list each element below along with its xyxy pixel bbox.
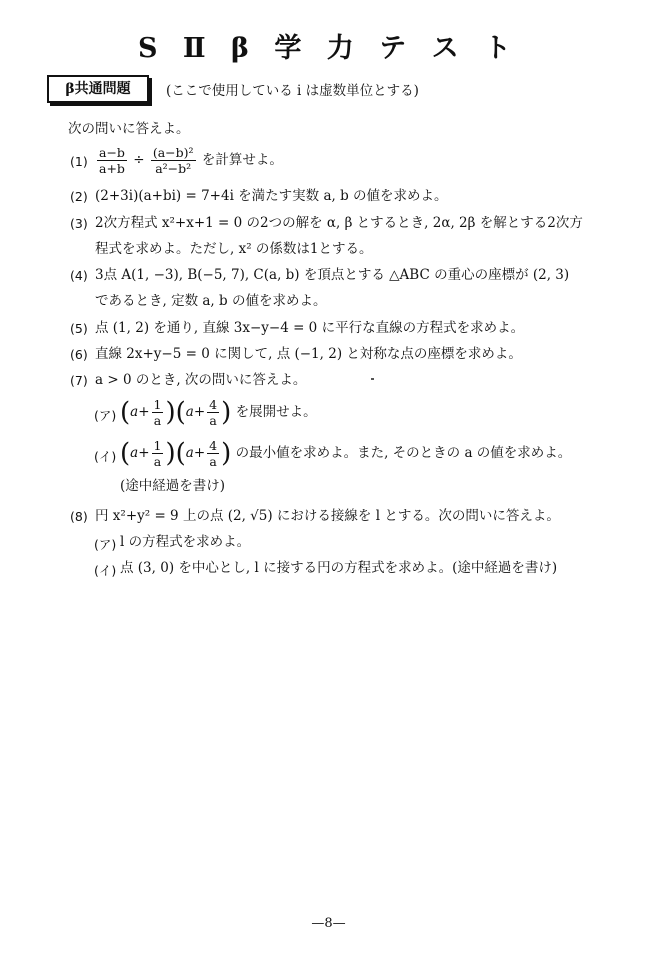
question-number: (7) [70,373,88,388]
denominator: a [153,413,162,428]
question-number: (1) [70,154,88,169]
question-7: a > 0 のとき, 次の問いに答えよ。 [95,372,307,388]
question-number: (5) [70,321,88,336]
variable: a [130,404,139,420]
fraction [152,438,164,469]
scan-speck [371,378,374,380]
question-number: (4) [70,268,88,283]
denominator: a [153,454,162,469]
section-note: (ここで使用している i は虚数単位とする) [166,83,419,99]
fraction [207,397,219,428]
question-1 [95,145,283,176]
question-2: (2+3i)(a+bi) = 7+4i を満たす実数 a, b の値を求めよ。 [95,188,448,204]
question-number: (2) [70,189,88,204]
sub-question-number: (ア) [94,537,117,552]
question-7b: (a+ $\frac{1}{a}$ )(a+ $\frac{4}{a}$ ) の最小値を求めよ。また, そのときの a の値を求めよ。 [120,438,572,469]
numerator: 4 [209,397,218,412]
fraction [152,397,164,428]
instructions: 次の問いに答えよ。 [68,121,190,137]
fraction [97,145,127,176]
denominator: a [209,413,217,428]
question-text: を計算せよ。 [201,152,283,168]
question-number: (6) [70,347,88,362]
denominator: a+b [99,161,125,176]
fraction [151,145,196,176]
question-3-line-1: 2次方程式 x²+x+1 = 0 の2つの解を α, β とするとき, 2α, 2β を解とする2次方 [95,215,583,231]
question-text: を展開せよ。 [235,404,317,420]
denominator: a [209,454,217,469]
question-3-line-2: 程式を求めよ。ただし, x² の係数は1とする。 [95,241,373,257]
numerator: 1 [153,438,162,453]
numerator: a−b [99,145,125,160]
variable: a [130,445,139,461]
variable: a [185,404,194,420]
sub-question-number: (イ) [94,563,117,578]
numerator: 1 [153,397,162,412]
question-8: 円 x²+y² = 9 上の点 (2, √5) における接線を l とする。次の問いに答えよ。 [95,508,560,524]
fraction [207,438,219,469]
numerator: 4 [209,438,218,453]
page-title: S Ⅱ β 学 力 テ ス ト [138,33,519,64]
variable: a [185,445,194,461]
question-text: の最小値を求めよ。また, そのときの a の値を求めよ。 [235,445,572,461]
sub-question-number: (ア) [94,408,117,423]
question-7b-note: (途中経過を書け) [120,478,226,494]
operator: ÷ [133,152,145,168]
question-4-line-2: であるとき, 定数 a, b の値を求めよ。 [95,293,327,309]
question-8a: l の方程式を求めよ。 [120,534,251,550]
question-8b: 点 (3, 0) を中心とし, l に接する円の方程式を求めよ。(途中経過を書け) [120,560,558,576]
question-4-line-1: 3点 A(1, −3), B(−5, 7), C(a, b) を頂点とする △ABC の重心の座標が (2, 3) [95,267,570,283]
page-number: —8— [311,916,346,931]
question-7a: (a+ $\frac{1}{a}$ )(a+ $\frac{4}{a}$ ) を展開せよ。 [120,397,317,428]
denominator: a²−b² [155,161,192,176]
question-number: (8) [70,509,88,524]
sub-question-number: (イ) [94,449,117,464]
question-5: 点 (1, 2) を通り, 直線 3x−y−4 = 0 に平行な直線の方程式を求めよ。 [95,320,525,336]
question-6: 直線 2x+y−5 = 0 に関して, 点 (−1, 2) と対称な点の座標を求めよ。 [95,346,522,362]
section-label: β共通問題 [47,75,149,103]
question-number: (3) [70,216,88,231]
numerator: (a−b)² [152,145,194,160]
